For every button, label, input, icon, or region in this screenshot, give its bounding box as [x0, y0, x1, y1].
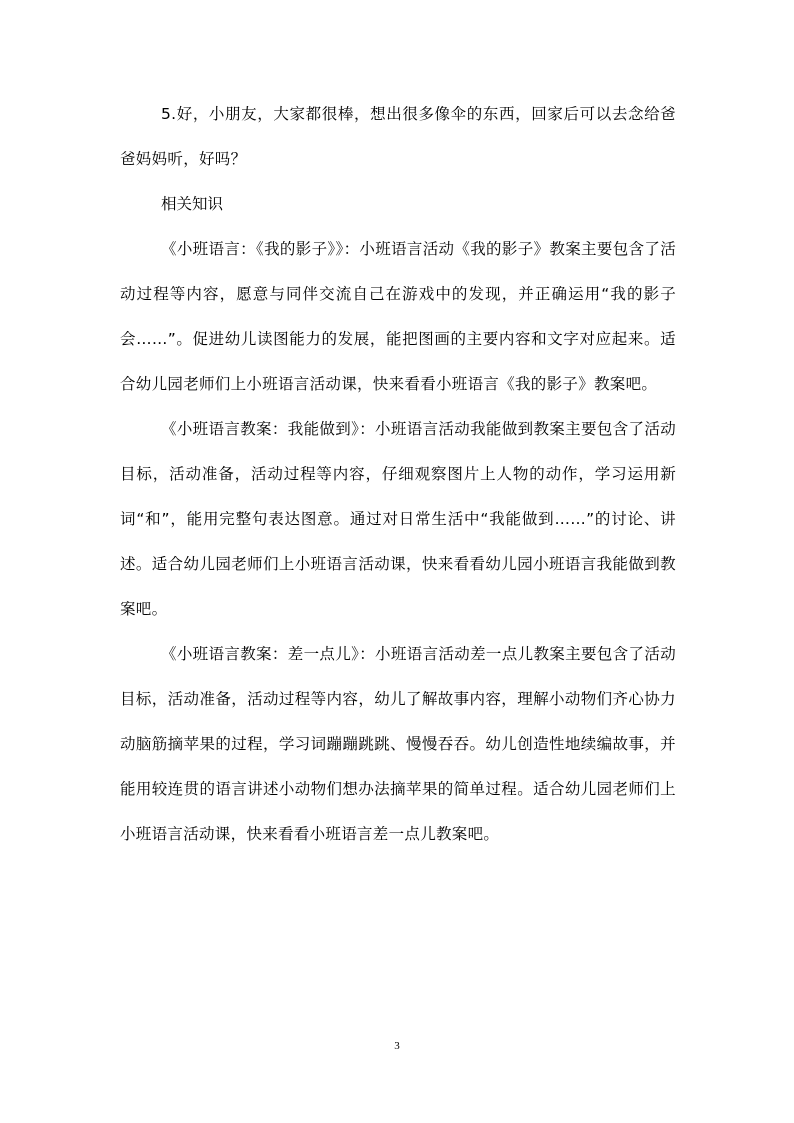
- paragraph-i-can-do-it: 《小班语言教案：我能做到》：小班语言活动我能做到教案主要包含了活动目标，活动准备，活动过程等内容，仔细观察图片上人物的动作，学习运用新词“和”，能用完整句表达图意。通过对日常生活中“我能做到……”的讨论、讲述。适合幼儿园老师们上小班语言活动课，快来看看幼儿园小班语言我能做到教案吧。: [120, 420, 676, 618]
- page-number: 3: [394, 1040, 400, 1052]
- paragraph-closing-activity: 5.好，小朋友，大家都很棒，想出很多像伞的东西，回家后可以去念给爸爸妈妈听，好吗？: [120, 105, 676, 168]
- paragraph-my-shadow: 《小班语言：《我的影子》》：小班语言活动《我的影子》教案主要包含了活动过程等内容，愿意与同伴交流自己在游戏中的发现，并正确运用“我的影子会……”。促进幼儿读图能力的发展，能把图画的主要内容和文字对应起来。适合幼儿园老师们上小班语言活动课，快来看看小班语言《我的影子》教案吧。: [120, 240, 676, 393]
- document-body: [120, 92, 676, 857]
- paragraph-a-little-bit: 《小班语言教案：差一点儿》：小班语言活动差一点儿教案主要包含了活动目标，活动准备，活动过程等内容，幼儿了解故事内容，理解小动物们齐心协力动脑筋摘苹果的过程，学习词蹦蹦跳跳、慢慢吞吞。幼儿创造性地续编故事，并能用较连贯的语言讲述小动物们想办法摘苹果的简单过程。适合幼儿园老师们上小班语言活动课，快来看看小班语言差一点儿教案吧。: [120, 645, 676, 843]
- section-heading-related-knowledge: 相关知识: [161, 195, 224, 213]
